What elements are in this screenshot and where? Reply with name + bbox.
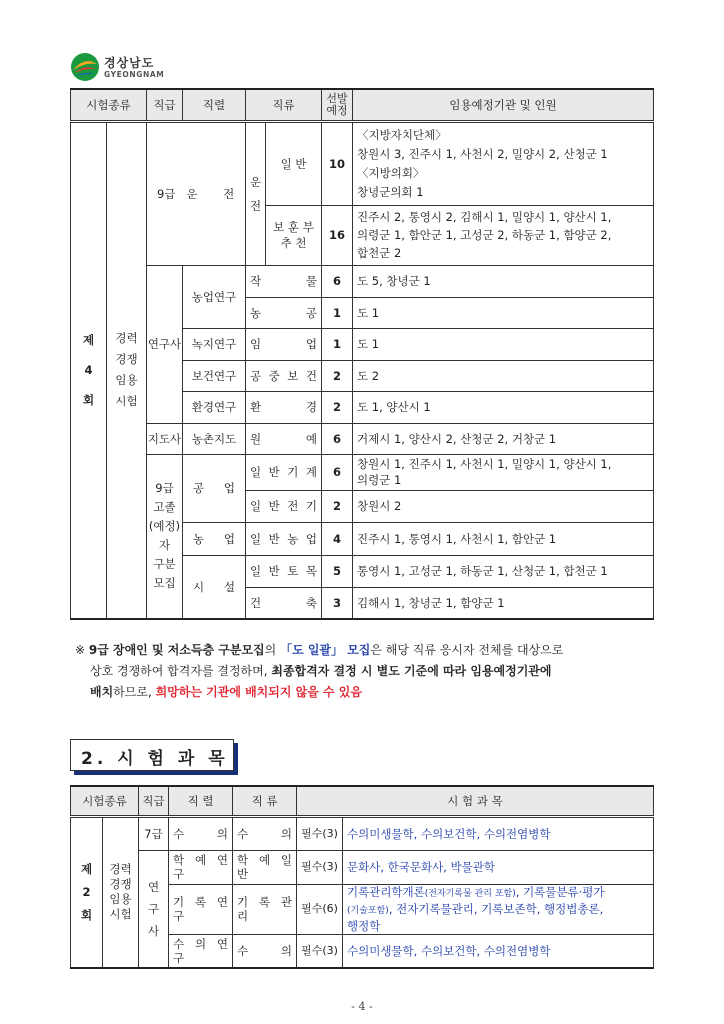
g4-r2-class: 일 반 전 기	[246, 490, 322, 522]
t2-r4-subjects: 수의미생물학, 수의보건학, 수의전염병학	[343, 934, 654, 968]
header-class: 직류	[246, 89, 322, 121]
t2-header-class: 직 류	[233, 786, 297, 816]
page-number: - 4 -	[351, 1000, 373, 1013]
g2-r5-class: 환 경	[246, 391, 322, 423]
section-heading-exam-subjects: 2. 시 험 과 목	[70, 739, 234, 771]
exam-type-cell: 경력 경쟁 임용 시험	[107, 121, 147, 619]
g4-r2-org: 창원시 2	[353, 490, 654, 522]
t2-r2-required: 필수(3)	[297, 850, 343, 884]
g4-grade: 9급 고졸 (예정) 자 구분 모집	[147, 454, 183, 619]
g4-r3-org: 진주시 1, 통영시 1, 사천시 1, 함안군 1	[353, 522, 654, 555]
g4-r1-org: 창원시 1, 진주시 1, 사천시 1, 밀양시 1, 양산시 1, 의령군 1	[353, 454, 654, 490]
recruitment-table	[70, 88, 654, 620]
g3-series: 농촌지도	[183, 423, 246, 454]
t2-header-exam-type: 시험종류	[71, 786, 139, 816]
t2-header-grade: 직급	[139, 786, 169, 816]
t2-header-subjects: 시 험 과 목	[297, 786, 654, 816]
t2-header-series: 직 렬	[169, 786, 233, 816]
g4-r4-class: 일 반 토 목	[246, 555, 322, 587]
t2-r1-grade: 7급	[139, 816, 169, 850]
header-exam-type: 시험종류	[71, 89, 147, 121]
g2-r4-class: 공 중 보 건	[246, 360, 322, 391]
placement-note: ※ 9급 장애인 및 저소득층 구분모집의 「도 일괄」 모집은 해당 직류 응시자 전체를 대상으로 상호 경쟁하여 합격자를 결정하며, 최종합격자 결정 시 별도 기준에 따라 임용예정기관에 배치하므로, 희망하는 기관에 배치되지 않을 수 있음	[75, 643, 564, 699]
g2-r3-count: 1	[322, 328, 353, 360]
g3-grade: 지도사	[147, 423, 183, 454]
g4-r1-count: 6	[322, 454, 353, 490]
g4-series-facility: 시 설	[183, 555, 246, 619]
note-bulk-recruit: 「도 일괄」 모집	[280, 643, 371, 657]
logo-korean-text: 경상남도	[104, 56, 155, 70]
t2-r3-series: 기 록 연 구	[169, 884, 233, 934]
g1-r2-count: 16	[322, 205, 353, 265]
gyeongnam-emblem-icon	[70, 52, 100, 82]
t2-r3-required: 필수(6)	[297, 884, 343, 934]
g1-class-group: 운 전	[246, 121, 266, 265]
note-warning: 희망하는 기관에 배치되지 않을 수 있음	[155, 685, 362, 699]
g4-r4-org: 통영시 1, 고성군 1, 하동군 1, 산청군 1, 합천군 1	[353, 555, 654, 587]
g2-r2-count: 1	[322, 297, 353, 328]
t2-r4-class: 수 의	[233, 934, 297, 968]
g2-r3-class: 임 업	[246, 328, 322, 360]
g2-r1-count: 6	[322, 265, 353, 297]
t2-r2-series: 학 예 연 구	[169, 850, 233, 884]
g2-r2-class: 농 공	[246, 297, 322, 328]
g2-r2-org: 도 1	[353, 297, 654, 328]
g2-r1-class: 작 물	[246, 265, 322, 297]
g3-count: 6	[322, 423, 353, 454]
g2-r4-org: 도 2	[353, 360, 654, 391]
exam-round-cell: 제 4 회	[71, 121, 107, 619]
t2-r2-subjects: 문화사, 한국문화사, 박물관학	[343, 850, 654, 884]
header-planned-count: 선발 예정	[322, 89, 353, 121]
g3-org: 거제시 1, 양산시 2, 산청군 2, 거창군 1	[353, 423, 654, 454]
g4-r4-count: 5	[322, 555, 353, 587]
header-series: 직렬	[183, 89, 246, 121]
t2-exam-type: 경력 경쟁 임용 시험	[103, 816, 139, 968]
g2-series-agri: 농업연구	[183, 265, 246, 328]
g2-series-forest: 녹지연구	[183, 328, 246, 360]
t2-r3-subjects: 기록관리학개론(전자기록물 관리 포함), 기록물분류·평가 (기술포함), 전자기록물관리, 기록보존학, 행정법총론, 행정학	[343, 884, 654, 934]
t2-r1-required: 필수(3)	[297, 816, 343, 850]
header-org: 임용예정기관 및 인원	[353, 89, 654, 121]
t2-r4-required: 필수(3)	[297, 934, 343, 968]
t2-r2-class: 학 예 일 반	[233, 850, 297, 884]
header-grade: 직급	[147, 89, 183, 121]
g4-r5-org: 김해시 1, 창녕군 1, 함양군 1	[353, 587, 654, 619]
g1-r1-type: 일 반	[266, 121, 322, 205]
g2-series-health: 보건연구	[183, 360, 246, 391]
t2-exam-round: 제 2 회	[71, 816, 103, 968]
exam-subjects-table	[70, 785, 654, 969]
g1-r2-type: 보 훈 부 추 천	[266, 205, 322, 265]
g4-r3-class: 일 반 농 업	[246, 522, 322, 555]
g1-r1-count: 10	[322, 121, 353, 205]
t2-r4-series: 수 의 연 구	[169, 934, 233, 968]
g4-r3-count: 4	[322, 522, 353, 555]
t2-r3-class: 기 록 관 리	[233, 884, 297, 934]
gyeongnam-logo	[70, 52, 180, 86]
g2-grade: 연구사	[147, 265, 183, 423]
g4-series-industry: 공 업	[183, 454, 246, 522]
t2-r1-series: 수 의	[169, 816, 233, 850]
g4-series-agri: 농 업	[183, 522, 246, 555]
logo-english-text: GYEONGNAM	[104, 70, 165, 79]
g4-r5-class: 건 축	[246, 587, 322, 619]
g1-r2-org: 진주시 2, 통영시 2, 김해시 1, 밀양시 1, 양산시 1, 의령군 1, 함안군 1, 고성군 2, 하동군 1, 함양군 2, 합천군 2	[353, 205, 654, 265]
g2-r1-org: 도 5, 창녕군 1	[353, 265, 654, 297]
g3-class: 원 예	[246, 423, 322, 454]
g2-r5-count: 2	[322, 391, 353, 423]
g4-r2-count: 2	[322, 490, 353, 522]
g1-grade-series: 9급 운 전	[147, 121, 246, 265]
g1-r1-org: 〈지방자치단체〉 창원시 3, 진주시 1, 사천시 2, 밀양시 2, 산청군 1 〈지방의회〉 창녕군의회 1	[353, 121, 654, 205]
t2-r1-subjects: 수의미생물학, 수의보건학, 수의전염병학	[343, 816, 654, 850]
g4-r1-class: 일 반 기 계	[246, 454, 322, 490]
g2-r3-org: 도 1	[353, 328, 654, 360]
t2-r1-class: 수 의	[233, 816, 297, 850]
t2-grade-researcher: 연 구 사	[139, 850, 169, 968]
g2-series-env: 환경연구	[183, 391, 246, 423]
g2-r4-count: 2	[322, 360, 353, 391]
g2-r5-org: 도 1, 양산시 1	[353, 391, 654, 423]
g4-r5-count: 3	[322, 587, 353, 619]
